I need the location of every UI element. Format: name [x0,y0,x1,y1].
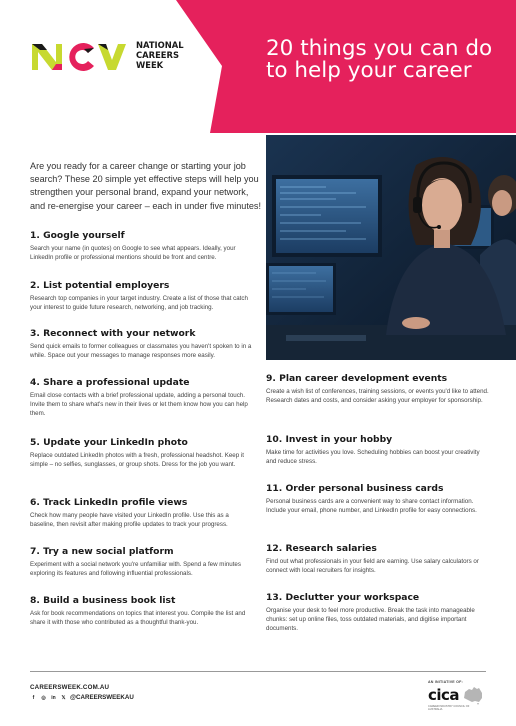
tip-title: 3. Reconnect with your network [30,328,196,339]
tip-title: 6. Track LinkedIn profile views [30,497,188,508]
tip-12 [266,543,491,575]
tip-title: 9. Plan career development events [266,373,448,384]
tip-2 [30,280,255,312]
x-icon[interactable]: 𝕏 [61,694,66,701]
tip-title: 13. Declutter your workspace [266,592,420,603]
tip-7 [30,546,255,578]
national-careers-week-logo [30,40,134,72]
tip-10 [266,434,491,466]
tip-body: Create a wish list of conferences, training sessions, or events you'd like to attend. Research dates and costs, and consider asking your employer for sponsorship. [266,388,489,404]
tip-6 [30,497,255,529]
tip-title: 12. Research salaries [266,543,377,554]
tip-8 [30,595,255,627]
social-links [30,694,134,701]
tip-title: 8. Build a business book list [30,595,176,606]
website-link[interactable]: CAREERSWEEK.COM.AU [30,684,110,691]
tip-title: 11. Order personal business cards [266,483,444,494]
tip-4 [30,377,255,418]
tip-body: Find out what professionals in your field are earning. Use salary calculators or connect with local recruiters for insights. [266,558,479,574]
tip-11 [266,483,491,515]
tip-body: Research top companies in your target industry. Create a list of those that catch your interest to guide future research, networking, and job tracking. [30,295,248,311]
tip-9 [266,373,491,405]
tip-13 [266,592,491,633]
tip-body: Make time for activities you love. Scheduling hobbies can boost your creativity and reduce stress. [266,449,480,465]
tip-title: 4. Share a professional update [30,377,190,388]
tip-title: 1. Google yourself [30,230,125,241]
cica-logo: cica [428,686,460,704]
social-handle[interactable]: @CAREERSWEEKAU [70,694,134,701]
tip-body: Check how many people have visited your LinkedIn profile. Use this as a baseline, then revisit after making profile updates to track your progress. [30,512,229,528]
tip-title: 7. Try a new social platform [30,546,174,557]
tip-body: Replace outdated LinkedIn photos with a fresh, professional headshot. Keep it simple – no selfies, sunglasses, or group shots. Dress for the job you want. [30,452,244,468]
tip-body: Experiment with a social network you're unfamiliar with. Spend a few minutes exploring its features and following influential professionals. [30,561,241,577]
cica-subtitle: CAREER INDUSTRY COUNCIL OF AUSTRALIA [428,705,470,711]
tip-body: Search your name (in quotes) on Google to see what appears. Ideally, your LinkedIn profile or professional mentions should be front and centre. [30,245,236,261]
tip-body: Organise your desk to feel more productive. Break the task into manageable chunks: set up online files, toss outdated materials, and digitise important documents. [266,607,475,632]
brand-name: NATIONAL CAREERS WEEK [136,40,184,70]
headline: 20 things you can do to help your career [266,36,493,83]
tip-body: Send quick emails to former colleagues or classmates you haven't spoken to in a while. Space out your messages to manage responses more easily. [30,343,252,359]
instagram-icon[interactable]: ◎ [41,694,46,701]
tip-3 [30,328,255,360]
tip-title: 5. Update your LinkedIn photo [30,437,188,448]
tip-body: Personal business cards are a convenient way to share contact information. Include your email, phone number, and LinkedIn profile for easy connections. [266,498,477,514]
initiative-label: AN INITIATIVE OF: [428,680,463,684]
facebook-icon[interactable]: f [32,694,35,701]
tip-5 [30,437,255,469]
call-centre-photo [266,135,516,360]
tip-body: Ask for book recommendations on topics that interest you. Compile the list and share it with those who contributed as a thoughtful thank-you. [30,610,246,626]
linkedin-icon[interactable]: in [51,694,56,701]
tip-1 [30,230,255,262]
tip-body: Email close contacts with a brief professional update, adding a personal touch. Invite them to share what's new in their lives or let them know how you can help them. [30,392,248,417]
intro-text: Are you ready for a career change or starting your job search? These 20 simple yet effective steps will help you strengthen your personal brand, expand your network, and re-energise your career – each in under five minutes! [30,161,262,211]
tip-title: 10. Invest in your hobby [266,434,393,445]
australia-map-icon [462,685,484,705]
footer-divider [30,671,486,672]
tip-title: 2. List potential employers [30,280,170,291]
